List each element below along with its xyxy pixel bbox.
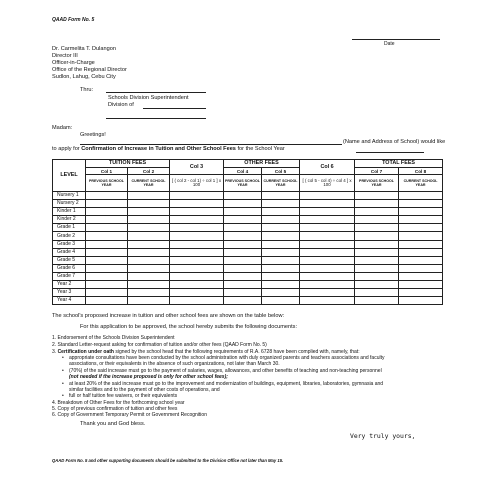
fee-cell[interactable] bbox=[128, 272, 170, 280]
approval-text: For this application to be approved, the school hereby submits the following documents: bbox=[80, 324, 298, 330]
fee-cell[interactable] bbox=[128, 240, 170, 248]
col2-sub: CURRENT SCHOOL YEAR bbox=[128, 175, 170, 192]
thru-label: Thru: bbox=[80, 87, 94, 93]
fee-cell[interactable] bbox=[224, 297, 262, 305]
table-row bbox=[53, 289, 443, 297]
bullet-2-line-1: (70%) of the said increase must go to the payment of salaries, wages, allowances, and other benefits of teaching and non-teaching personnel bbox=[69, 368, 382, 374]
fee-cell[interactable] bbox=[86, 240, 128, 248]
fee-cell[interactable] bbox=[399, 272, 443, 280]
school-name-blank bbox=[80, 144, 342, 145]
fee-cell[interactable] bbox=[170, 272, 224, 280]
fee-cell[interactable] bbox=[86, 256, 128, 264]
fee-cell[interactable] bbox=[86, 192, 128, 200]
fee-cell[interactable] bbox=[86, 272, 128, 280]
level-cell: Grade 5 bbox=[53, 256, 86, 264]
fee-cell[interactable] bbox=[86, 224, 128, 232]
doc-item-4: 4. Breakdown of Other Fees for the forthcoming school year bbox=[52, 400, 185, 406]
fee-cell[interactable] bbox=[262, 192, 300, 200]
fee-cell[interactable] bbox=[355, 208, 399, 216]
table-row bbox=[53, 256, 443, 264]
fee-cell[interactable] bbox=[128, 192, 170, 200]
addressee-address: Sudlon, Lahug, Cebu City bbox=[52, 74, 116, 80]
fee-cell[interactable] bbox=[128, 208, 170, 216]
fee-cell[interactable] bbox=[355, 272, 399, 280]
fee-cell[interactable] bbox=[300, 240, 355, 248]
fee-cell[interactable] bbox=[300, 272, 355, 280]
table-row bbox=[53, 264, 443, 272]
fee-cell[interactable] bbox=[128, 264, 170, 272]
level-cell: Year 2 bbox=[53, 281, 86, 289]
fee-cell[interactable] bbox=[128, 289, 170, 297]
fee-cell[interactable] bbox=[399, 208, 443, 216]
fee-cell[interactable] bbox=[262, 232, 300, 240]
col8-sub: CURRENT SCHOOL YEAR bbox=[399, 175, 443, 192]
fee-cell[interactable] bbox=[300, 281, 355, 289]
col7-header: Col 7 bbox=[355, 168, 399, 175]
fee-cell[interactable] bbox=[128, 248, 170, 256]
thru-division: Division of bbox=[108, 102, 134, 108]
col5-header: Col 5 bbox=[262, 168, 300, 175]
apply-sentence bbox=[52, 146, 285, 153]
col4-header: Col 4 bbox=[224, 168, 262, 175]
greetings: Greetings! bbox=[80, 132, 106, 138]
fee-cell[interactable] bbox=[355, 248, 399, 256]
thru-blank-line bbox=[106, 118, 206, 119]
fee-cell[interactable] bbox=[86, 248, 128, 256]
tuition-fees-header: TUITION FEES bbox=[86, 160, 170, 168]
col4-sub: PREVIOUS SCHOOL YEAR bbox=[224, 175, 262, 192]
doc-item-3-bold: Certification under oath bbox=[57, 349, 114, 355]
fee-cell[interactable] bbox=[262, 208, 300, 216]
fee-cell[interactable] bbox=[86, 297, 128, 305]
bullet-2-line-2: (not needed if the increase proposed is only for other school fees); bbox=[69, 374, 228, 380]
fee-cell[interactable] bbox=[170, 240, 224, 248]
bullet-2-marker: • bbox=[62, 368, 64, 374]
thru-signature-line bbox=[106, 92, 206, 93]
col6-formula: [ ( col 5 - col 4) ÷ col 4 ] x 100 bbox=[300, 175, 355, 192]
level-cell: Year 3 bbox=[53, 289, 86, 297]
table-row bbox=[53, 200, 443, 208]
fee-cell[interactable] bbox=[170, 224, 224, 232]
fee-cell[interactable] bbox=[86, 289, 128, 297]
doc-item-3-num: 3. bbox=[52, 349, 58, 355]
fee-cell[interactable] bbox=[224, 248, 262, 256]
fee-cell[interactable] bbox=[262, 248, 300, 256]
bullet-1-line-2: associations, or their equivalents in the absence of such organizations, not later than March 30. bbox=[69, 361, 280, 367]
apply-prefix: to apply for bbox=[52, 146, 80, 152]
col1-header: Col 1 bbox=[86, 168, 128, 175]
fee-cell[interactable] bbox=[355, 192, 399, 200]
fee-cell[interactable] bbox=[262, 281, 300, 289]
bullet-1-marker: • bbox=[62, 355, 64, 361]
fee-cell[interactable] bbox=[128, 281, 170, 289]
table-row bbox=[53, 192, 443, 200]
fee-cell[interactable] bbox=[300, 232, 355, 240]
fee-cell[interactable] bbox=[355, 256, 399, 264]
fee-cell[interactable] bbox=[300, 200, 355, 208]
fee-cell[interactable] bbox=[399, 256, 443, 264]
fee-cell[interactable] bbox=[224, 192, 262, 200]
fee-cell[interactable] bbox=[128, 256, 170, 264]
table-row bbox=[53, 208, 443, 216]
fee-cell[interactable] bbox=[128, 216, 170, 224]
thru-sds: Schools Division Superintendent bbox=[108, 95, 189, 101]
fee-cell[interactable] bbox=[262, 256, 300, 264]
fee-cell[interactable] bbox=[399, 216, 443, 224]
level-cell: Grade 3 bbox=[53, 240, 86, 248]
fee-cell[interactable] bbox=[355, 200, 399, 208]
addressee-role: Officer-in-Charge bbox=[52, 60, 95, 66]
fee-cell[interactable] bbox=[355, 232, 399, 240]
fee-cell[interactable] bbox=[399, 297, 443, 305]
addressee-name: Dr. Carmelita T. Dulangon bbox=[52, 46, 116, 52]
doc-item-6: 6. Copy of Government Temporary Permit or Government Recognition bbox=[52, 412, 207, 418]
level-cell: Grade 7 bbox=[53, 272, 86, 280]
fee-cell[interactable] bbox=[224, 200, 262, 208]
fee-cell[interactable] bbox=[224, 232, 262, 240]
table-row bbox=[53, 281, 443, 289]
date-label: Date bbox=[384, 41, 395, 47]
fee-cell[interactable] bbox=[224, 264, 262, 272]
fee-cell[interactable] bbox=[224, 240, 262, 248]
division-blank-line bbox=[143, 108, 206, 109]
fee-cell[interactable] bbox=[300, 192, 355, 200]
fee-cell[interactable] bbox=[355, 289, 399, 297]
fee-cell[interactable] bbox=[170, 192, 224, 200]
col1-sub: PREVIOUS SCHOOL YEAR bbox=[86, 175, 128, 192]
fee-cell[interactable] bbox=[262, 200, 300, 208]
fee-cell[interactable] bbox=[300, 208, 355, 216]
fee-cell[interactable] bbox=[399, 281, 443, 289]
footer-note: QAAD Form No. 5 and other supporting documents should be submitted to the Division Office not later than May 15. bbox=[52, 458, 284, 463]
fee-cell[interactable] bbox=[128, 232, 170, 240]
col3-formula: [ ( col 2 - col 1) ÷ col 1 ] x 100 bbox=[170, 175, 224, 192]
col6-header: Col 6 bbox=[300, 160, 355, 175]
table-row bbox=[53, 224, 443, 232]
fee-cell[interactable] bbox=[355, 281, 399, 289]
fee-cell[interactable] bbox=[224, 289, 262, 297]
proposed-increase-text: The school's proposed increase in tuition and other school fees are shown on the table below: bbox=[52, 313, 285, 319]
fee-cell[interactable] bbox=[262, 216, 300, 224]
fee-cell[interactable] bbox=[300, 256, 355, 264]
other-fees-header: OTHER FEES bbox=[224, 160, 300, 168]
fee-cell[interactable] bbox=[355, 240, 399, 248]
fee-cell[interactable] bbox=[355, 216, 399, 224]
bullet-1-line-1: appropriate consultations have been conducted by the school administration with duly organized parents and teachers associations and faculty bbox=[69, 355, 385, 361]
fee-cell[interactable] bbox=[86, 200, 128, 208]
fee-cell[interactable] bbox=[128, 224, 170, 232]
fee-cell[interactable] bbox=[262, 297, 300, 305]
level-cell: Grade 4 bbox=[53, 248, 86, 256]
table-row bbox=[53, 272, 443, 280]
fee-cell[interactable] bbox=[399, 224, 443, 232]
fee-cell[interactable] bbox=[224, 216, 262, 224]
fee-cell[interactable] bbox=[170, 200, 224, 208]
fee-cell[interactable] bbox=[355, 264, 399, 272]
addressee-office: Office of the Regional Director bbox=[52, 67, 127, 73]
fee-cell[interactable] bbox=[399, 289, 443, 297]
level-cell: Grade 6 bbox=[53, 264, 86, 272]
fee-cell[interactable] bbox=[300, 248, 355, 256]
level-cell: Nursery 2 bbox=[53, 200, 86, 208]
doc-item-1: 1. Endorsement of the Schools Division Superintendent bbox=[52, 335, 175, 341]
fee-cell[interactable] bbox=[86, 281, 128, 289]
bullet-3-marker: • bbox=[62, 381, 64, 387]
col7-sub: PREVIOUS SCHOOL YEAR bbox=[355, 175, 399, 192]
col5-sub: CURRENT SCHOOL YEAR bbox=[262, 175, 300, 192]
fee-cell[interactable] bbox=[300, 224, 355, 232]
fee-cell[interactable] bbox=[355, 224, 399, 232]
doc-item-2: 2. Standard Letter-request asking for confirmation of tuition and/or other fees (QAAD Form No. 5) bbox=[52, 342, 267, 348]
fee-cell[interactable] bbox=[399, 240, 443, 248]
doc-item-5: 5. Copy of previous confirmation of tuition and other fees bbox=[52, 406, 178, 412]
fee-cell[interactable] bbox=[399, 200, 443, 208]
fee-cell[interactable] bbox=[170, 208, 224, 216]
fee-cell[interactable] bbox=[170, 232, 224, 240]
fee-cell[interactable] bbox=[262, 240, 300, 248]
bullet-4-marker: • bbox=[62, 393, 64, 399]
fee-cell[interactable] bbox=[399, 264, 443, 272]
fee-cell[interactable] bbox=[170, 289, 224, 297]
school-year-blank bbox=[356, 152, 424, 153]
table-row bbox=[53, 248, 443, 256]
fee-cell[interactable] bbox=[86, 232, 128, 240]
fee-cell[interactable] bbox=[170, 264, 224, 272]
level-cell: Nursery 1 bbox=[53, 192, 86, 200]
bullet-3-line-1: at least 20% of the said increase must go to the improvement and modernization of buildings, equipment, libraries, laboratories, gymnasia and bbox=[69, 381, 384, 387]
fee-cell[interactable] bbox=[86, 208, 128, 216]
school-name-caption: (Name and Address of School) would like bbox=[343, 139, 446, 145]
fee-cell[interactable] bbox=[262, 264, 300, 272]
total-fees-header: TOTAL FEES bbox=[355, 160, 443, 168]
fee-cell[interactable] bbox=[399, 248, 443, 256]
fee-cell[interactable] bbox=[170, 216, 224, 224]
bullet-3-line-2: similar facilities and to the payment of other costs of operations, and bbox=[69, 387, 220, 393]
fee-cell[interactable] bbox=[224, 256, 262, 264]
apply-suffix: for the School Year bbox=[237, 146, 285, 152]
fee-cell[interactable] bbox=[399, 232, 443, 240]
fee-cell[interactable] bbox=[224, 208, 262, 216]
addressee-title: Director III bbox=[52, 53, 78, 59]
level-cell: Year 4 bbox=[53, 297, 86, 305]
table-row bbox=[53, 232, 443, 240]
bullet-4-line: full or half tuition fee waivers, or their equivalents bbox=[69, 393, 178, 399]
fee-cell[interactable] bbox=[262, 289, 300, 297]
fee-cell[interactable] bbox=[128, 297, 170, 305]
doc-item-3-rest: signed by the school head that the following requirements of R.A. 6728 have been complied with, namely, that: bbox=[113, 349, 360, 355]
table-row bbox=[53, 216, 443, 224]
level-cell: Kinder 1 bbox=[53, 208, 86, 216]
col3-header: Col 3 bbox=[170, 160, 224, 175]
form-number-label: QAAD Form No. 5 bbox=[52, 17, 95, 23]
fee-cell[interactable] bbox=[300, 216, 355, 224]
fee-cell[interactable] bbox=[170, 256, 224, 264]
level-cell: Grade 1 bbox=[53, 224, 86, 232]
fee-cell[interactable] bbox=[224, 272, 262, 280]
fee-cell[interactable] bbox=[300, 297, 355, 305]
fee-cell[interactable] bbox=[262, 224, 300, 232]
fee-cell[interactable] bbox=[399, 192, 443, 200]
col8-header: Col 8 bbox=[399, 168, 443, 175]
table-row bbox=[53, 240, 443, 248]
fees-table bbox=[52, 159, 443, 305]
col2-header: Col 2 bbox=[128, 168, 170, 175]
salutation: Madam: bbox=[52, 125, 73, 131]
level-cell: Kinder 2 bbox=[53, 216, 86, 224]
fee-cell[interactable] bbox=[355, 297, 399, 305]
table-row bbox=[53, 297, 443, 305]
fee-cell[interactable] bbox=[86, 264, 128, 272]
fee-cell[interactable] bbox=[170, 297, 224, 305]
fee-cell[interactable] bbox=[300, 264, 355, 272]
fee-cell[interactable] bbox=[262, 272, 300, 280]
fee-cell[interactable] bbox=[224, 281, 262, 289]
fee-cell[interactable] bbox=[86, 216, 128, 224]
date-line bbox=[352, 39, 440, 40]
level-header: LEVEL bbox=[53, 160, 86, 192]
thanks-line: Thank you and God bless. bbox=[80, 421, 146, 427]
fee-cell[interactable] bbox=[128, 200, 170, 208]
apply-bold: Confirmation of Increase in Tuition and Other School Fees bbox=[81, 146, 236, 152]
fee-cell[interactable] bbox=[170, 248, 224, 256]
fee-cell[interactable] bbox=[224, 224, 262, 232]
fee-cell[interactable] bbox=[170, 281, 224, 289]
closing-line: Very truly yours, bbox=[350, 432, 416, 440]
fee-cell[interactable] bbox=[300, 289, 355, 297]
level-cell: Grade 2 bbox=[53, 232, 86, 240]
